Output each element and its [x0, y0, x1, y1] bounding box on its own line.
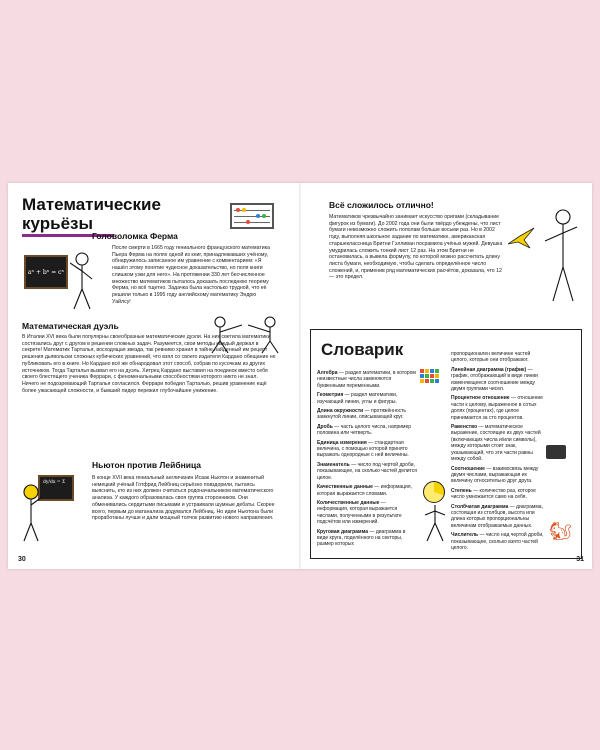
right-page	[301, 183, 592, 569]
stick-figure-scholar	[18, 483, 44, 543]
dictionary-entry: Столбчатая диаграмма — диаграмма, состоящая из столбцов, высота или длина которых пропорциональны величинам отображаемых данных.	[451, 503, 543, 529]
page-title-line2: курьёзы	[22, 214, 93, 233]
dictionary-entry: Геометрия — раздел математики, изучающий линии, углы и фигуры.	[317, 392, 398, 405]
laptop-icon	[546, 445, 566, 459]
dictionary-entry: пропорционален величине частей целого, которые они отображают.	[451, 351, 531, 364]
chalkboard-2-illustration: dy/dx = Σ	[38, 475, 74, 501]
left-page	[8, 183, 299, 569]
stick-figure-teacher	[70, 251, 100, 313]
dictionary-entry: Длина окружности — протяжённость замкнутой линии, описывающей круг.	[317, 408, 407, 421]
dictionary-entry: Дробь — часть целого числа, например половина или четверть.	[317, 423, 412, 437]
color-grid-icon	[420, 369, 439, 383]
page-number-left: 30	[18, 556, 26, 563]
pie-chart-icon	[423, 481, 445, 503]
fermat-heading: Головоломка Ферма	[92, 231, 178, 241]
squirrel-icon: 🐿	[549, 521, 572, 541]
dictionary-entry: Процентное отношение — отношение части к целому, выраженное в сотых долях (процентах), где целое принимается за сто процентов.	[451, 395, 543, 421]
dictionary-entry: Степень — количество раз, которое число умножается само на себя.	[451, 487, 536, 501]
fermat-formula: aⁿ + bⁿ = cⁿ	[27, 268, 65, 276]
dictionary-entry: Равенство — математическое выражение, состоящее из двух частей (включающих числа и/или символы), между которыми стоит знак, указывающий, что эти части равны между собой.	[451, 424, 541, 463]
book-spread	[8, 183, 592, 569]
stick-figure-pie	[421, 505, 449, 545]
dictionary-entry: Знаменатель — число под чертой дроби, показывающее, на сколько частей делится целое.	[317, 461, 417, 481]
dictionary-column-1	[317, 370, 417, 551]
stick-figure-origami	[541, 207, 581, 307]
origami-heading: Всё сложилось отлично!	[329, 200, 434, 210]
fermat-text: После смерти в 1665 году гениального французского математика Пьера Ферма на полях одной из книг, принадлежавших учёному, обнаружилось записанное им уравнение с комментарием: «Я нашёл этому понятие чудесное доказательство, но поля книги слишком узки для него». На протяжении 330 лет бесчисленное множество математиков пыталось доказать последнюю теорему Ферма, но всё тщетно. Задачка была настолько трудной, что её решили только в 1995 году английскому математику Эндрю Уайлсу!	[112, 245, 270, 305]
chalkboard-illustration	[24, 255, 68, 289]
duel-heading: Математическая дуэль	[22, 321, 119, 331]
dictionary-entry: Единица измерения — стандартная величина, с помощью которой принято выражать однородные с ней величины.	[317, 439, 409, 459]
dictionary-entry: Круговая диаграмма — диаграмма в виде круга, поделённого на секторы, размер которых	[317, 528, 406, 548]
dictionary-entry: Числитель — число над чертой дроби, показывающее, сколько взято частей целого.	[451, 532, 544, 551]
origami-text: Математиков чрезвычайно занимает искусство оригами (складывание фигурок из бумаги). До 2002 года они были твёрдо убеждены, что лист бумаги невозможно сложить пополам больше восьми раз. Но в 2002 году, выполняя школьное задание по математике, американская старшеклассница Бритни Гэлливан посрамила учёных мужей. Девушка умудрилась сложить тонкий лист 12 раз. На этом Бритни не остановилась, а вывела формулу, по которой можно рассчитать длину листа бумаги, необходимую, чтобы сделать определённое число сложений, и, применив ряд математических расчётов, доказала, что 12 — это предел.	[329, 214, 503, 281]
origami-crane-icon	[506, 226, 536, 250]
dictionary-entry: Соотношение — взаимосвязь между двумя числами, выражающая их величину относительно друг друга.	[451, 465, 539, 485]
page-title-line1: Математические	[22, 195, 161, 214]
dictionary-column-2	[451, 351, 545, 554]
duel-text: В Италии XVI века были популярны своеобразные математические дуэли. На них светила математики состязались друг с другом в решении сложных задач. Разумеется, свои методы каждый держал в секрете! Математик Тарталья, восходящая звезда, так ревниво хранил в тайне найденный им рецепт решения дьявольски сложных кубических уравнений, что взял со своего издателя Кардано обещание не публиковать его в книге. Но Кардано всё же обнародовал этот способ, собрав по кусочкам из других источников. Тогда Тарталья вызвал его на дуэль. Хитрец Кардано выставил на поединок вместо себя своего блестящего ученика Феррари, с феноменальными способностями которого никто не знал. Ничего не подозревающий Тарталья согласился. Феррари победил Тарталью, решив уравнение ещё более ужасающей сложности, и бывший лидер пережил глубочайшее унижение.	[22, 334, 276, 394]
dictionary-entry: Качественные данные — информация, которая выражается словами.	[317, 484, 412, 497]
dictionary-title: Словарик	[321, 340, 404, 359]
newton-text: В конце XVII века гениальный англичанин Исаак Ньютон и знаменитый немецкий учёный Готфрид Лейбниц серьёзно повздорили, пытаясь выяснить, кто из них должен считаться родоначальником математического анализа. У каждого образовалась своя группа сторонников. Они обменивались сердитыми письмами и устраивали шумные дебаты. Скорее всего, первым до матанализа додумался Лейбниц. Но идеи Ньютона были проработаны лучше и дали мощный толчок развитию нового направления.	[92, 475, 275, 522]
page-number-right: 31	[576, 556, 584, 563]
dictionary-entry: Количественные данные — информация, которая выражается числами, полученными в результате подсчётов или измерений.	[317, 499, 402, 526]
dictionary-entry: Алгебра — раздел математики, в котором неизвестные числа заменяются буквенными переменными.	[317, 370, 416, 389]
page-title	[22, 195, 161, 233]
abacus-illustration	[230, 203, 274, 229]
newton-heading: Ньютон против Лейбница	[92, 460, 202, 470]
dictionary-entry: Линейная диаграмма (график) — график, отображающий в виде линии изменяющееся соотношение между двумя группами чисел.	[451, 366, 538, 393]
